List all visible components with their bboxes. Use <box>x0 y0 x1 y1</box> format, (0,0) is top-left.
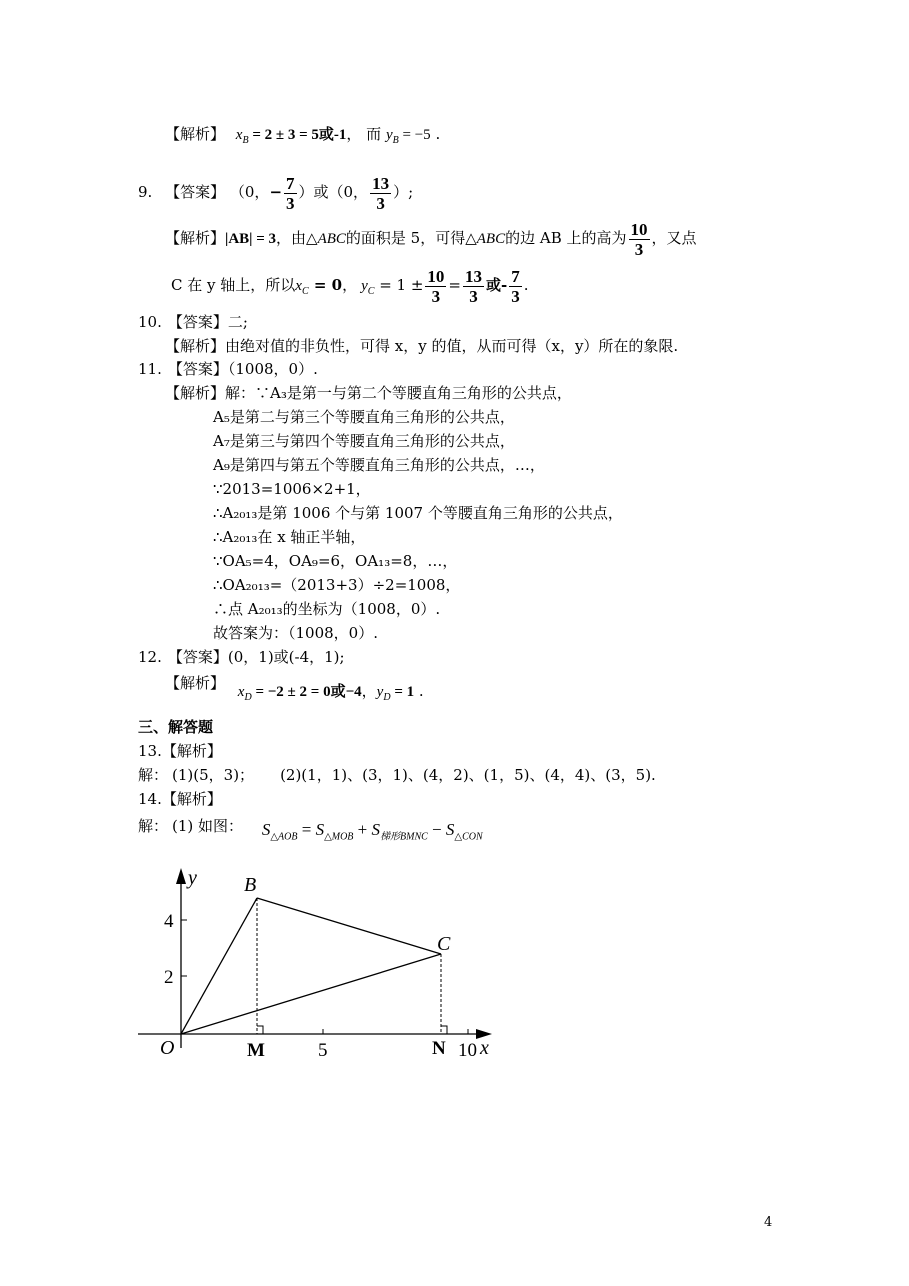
analysis-tag: 【解析】 <box>165 125 226 143</box>
point-m-label: M <box>247 1040 265 1061</box>
tick-label-y4: 4 <box>164 911 174 932</box>
origin-label: O <box>160 1037 175 1059</box>
q11-line: A₇是第三与第四个等腰直角三角形的公共点， <box>213 432 515 450</box>
q11-line: 故答案为：（1008，0）. <box>213 624 378 642</box>
tick-label-x5: 5 <box>318 1040 328 1061</box>
point-c-label: C <box>437 933 451 955</box>
q14-solution: 解： (1) 如图： $S_{\triangle AOB} = S_{\triangle MOB} + S_{梯形BMNC} - S_{\triangle CON}$ <box>138 817 483 843</box>
q12-answer-row: 12. 【答案】(0，1)或(-4，1); <box>138 648 345 666</box>
yb-expression: $y_B = -5$ <box>385 127 431 146</box>
q9-answer-row: 9. 【答案】 （0，− $\frac{7}{3}$ ）或（0， $\frac{13}{3}$ ）; <box>138 173 414 213</box>
q9-number: 9. <box>138 183 153 201</box>
q11-analysis-first: 【解析】解：∵A₃是第一与第二个等腰直角三角形的公共点， <box>165 384 572 402</box>
q11-line: ∴OA₂₀₁₃=（2013+3）÷2=1008， <box>213 576 461 594</box>
xd-expression: $x_D = -2 \pm 2 = 0$或−4 <box>237 684 362 703</box>
coordinate-figure <box>130 858 510 1068</box>
fraction-13-3b: $\frac{13}{3}$ <box>464 266 482 306</box>
q14-header: 14.【解析】 <box>138 790 222 808</box>
prev-analysis-row: 【解析】 $x_B = 2 \pm 3 = 5$或-1， 而 $y_B = -5$ . <box>165 125 441 146</box>
page-number: 4 <box>764 1215 773 1230</box>
q11-line: ∴点 A₂₀₁₃的坐标为（1008，0）. <box>213 600 441 618</box>
q11-line: A₅是第二与第三个等腰直角三角形的公共点， <box>213 408 515 426</box>
tick-label-y2: 2 <box>164 967 174 988</box>
section-heading: 三、解答题 <box>138 718 214 736</box>
q13-header: 13.【解析】 <box>138 742 222 760</box>
segment-bc <box>257 898 441 954</box>
q11-line: ∵2013=1006×2+1， <box>213 480 371 498</box>
q10-answer-row: 10. 【答案】二; <box>138 313 248 331</box>
connector-text: ， 而 <box>346 125 382 143</box>
answer-tag: 【答案】 <box>165 183 226 201</box>
q11-line: ∵OA₅=4，OA₉=6，OA₁₃=8，…， <box>213 552 458 570</box>
q11-line: A₉是第四与第五个等腰直角三角形的公共点，…， <box>213 456 545 474</box>
q11-line: ∴A₂₀₁₃在 x 轴正半轴， <box>213 528 366 546</box>
q13-solution: 解： (1)(5，3)； (2)(1，1)、(3，1)、(4，2)、(1，5)、(4，4)、(3，5). <box>138 766 656 784</box>
y-axis-arrow <box>176 868 186 884</box>
point-b-label: B <box>244 874 257 896</box>
q9-analysis-line1: 【解析】|AB| = 3，由△ABC的面积是 5，可得△ABC的边 AB 上的高为 $\frac{10}{3}$ ，又点 <box>165 219 697 259</box>
fraction-13-3: $\frac{13}{3}$ <box>372 173 390 213</box>
fraction-7-3: $\frac{7}{3}$ <box>286 173 295 213</box>
segment-oc <box>181 954 441 1034</box>
fraction-7-3b: $\frac{7}{3}$ <box>511 266 520 306</box>
fraction-10-3b: $\frac{10}{3}$ <box>427 266 445 306</box>
yd-expression: $y_D = 1$ <box>376 684 415 703</box>
xb-expression: $x_B = 2 \pm 3 = 5$或-1 <box>235 127 347 146</box>
q11-line: ∴A₂₀₁₃是第 1006 个与第 1007 个等腰直角三角形的公共点， <box>213 504 623 522</box>
right-angle-m <box>257 1026 263 1034</box>
x-axis-label: x <box>480 1037 489 1059</box>
right-angle-n <box>441 1026 447 1034</box>
fraction-10-3: $\frac{10}{3}$ <box>630 219 648 259</box>
q12-analysis-row: 【解析】 $x_D = -2 \pm 2 = 0$或−4，$y_D = 1$ . <box>165 674 424 703</box>
tick-label-x10: 10 <box>458 1040 477 1061</box>
q10-analysis-row: 【解析】由绝对值的非负性，可得 x，y 的值，从而可得（x，y）所在的象限. <box>165 337 679 355</box>
q11-answer-row: 11. 【答案】（1008，0）. <box>138 360 318 378</box>
point-n-label: N <box>432 1038 446 1059</box>
q9-analysis-line2: C 在 y 轴上，所以$x_C = 0$， $y_C = 1$ ± $\frac{10}{3}$ = $\frac{13}{3}$ 或- $\frac{7}{3}$ . <box>171 266 529 306</box>
area-formula: $S_{\triangle AOB} = S_{\triangle MOB} + S_{梯形BMNC} - S_{\triangle CON}$ <box>261 820 483 843</box>
y-axis-label: y <box>188 867 197 889</box>
